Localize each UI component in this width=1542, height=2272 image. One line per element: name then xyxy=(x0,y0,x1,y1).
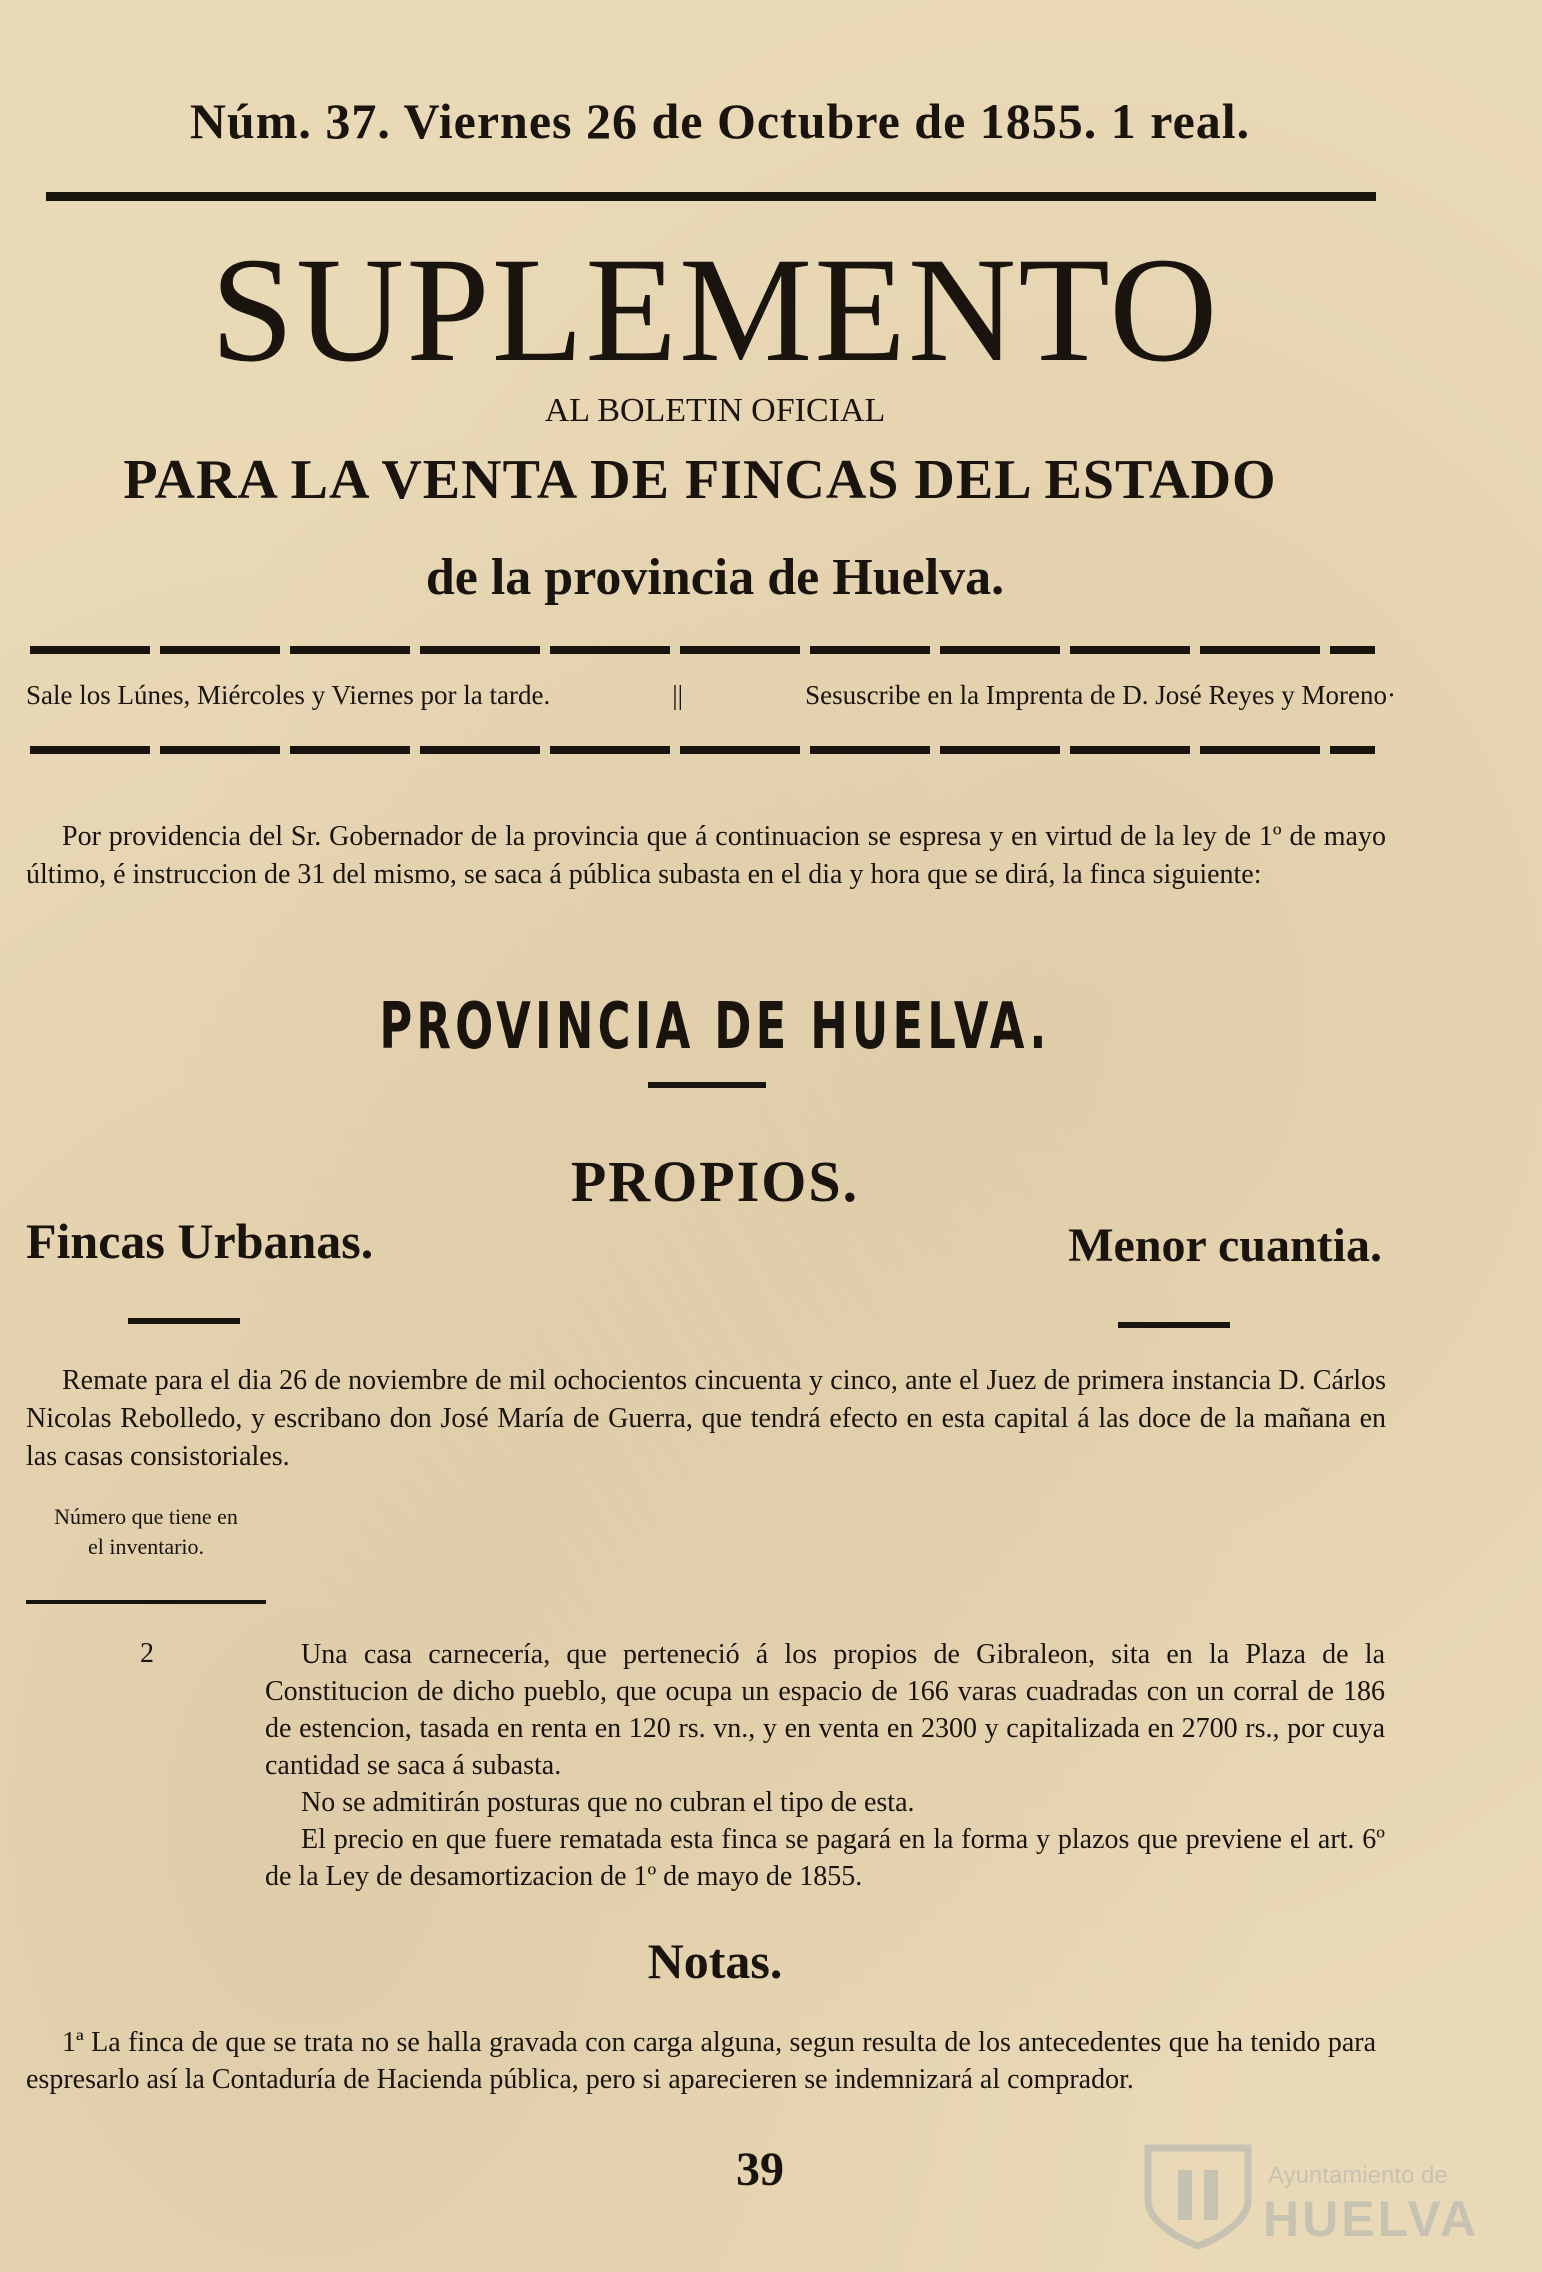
fincas-urbanas-label: Fincas Urbanas. xyxy=(26,1213,374,1269)
inventory-column-header: Número que tiene en el inventario. xyxy=(54,1504,238,1559)
propios-heading: PROPIOS. xyxy=(570,1149,860,1214)
page-number: 39 xyxy=(736,2143,784,2196)
remate-paragraph: Remate para el dia 26 de noviembre de mil ochocientos cincuenta y cinco, ante el Juez de primera instancia D. Cárlos Nicolas Rebolledo, y escribano don José María de Guerra, que tendrá efecto en esta capital á las doce de la mañana en las casas consistoriales. xyxy=(26,1365,1386,1472)
intro-paragraph: Por providencia del Sr. Gobernador de la provincia que á continuacion se espresa y en virtud de la ley de 1º de mayo último, é instruccion de 31 del mismo, se saca á pública subasta en el dia y hora que se dirá, la finca siguiente: xyxy=(26,821,1386,890)
finca-description xyxy=(265,1636,1385,1895)
ayuntamiento-watermark xyxy=(1138,2140,1498,2250)
publication-info xyxy=(26,680,1396,711)
fincas-rule-left xyxy=(128,1318,240,1324)
menor-cuantia-label: Menor cuantia. xyxy=(1068,1219,1382,1272)
divider-dashed-top xyxy=(30,646,1375,654)
masthead-subtitle-bold: PARA LA VENTA DE FINCAS DEL ESTADO xyxy=(123,449,1277,511)
finca-paragraph-3: El precio en que fuere rematada esta finca se pagará en la forma y plazos que previene el art. 6º de la Ley de desamortizacion de 1º de mayo de 1855. xyxy=(265,1824,1385,1892)
column-rule xyxy=(26,1600,266,1604)
watermark-big-text: HUELVA xyxy=(1263,2191,1480,2247)
masthead-subtitle-small: AL BOLETIN OFICIAL xyxy=(544,392,886,429)
finca-paragraph-2: No se admitirán posturas que no cubran el tipo de esta. xyxy=(301,1787,915,1818)
province-rule xyxy=(648,1082,766,1088)
publication-printer: Sesuscribe en la Imprenta de D. José Reyes y Moreno· xyxy=(805,680,1396,710)
nota-1: 1ª La finca de que se trata no se halla gravada con carga alguna, segun resulta de los antecedentes que ha tenido para espresarlo así la Contaduría de Hacienda pública, pero si aparecieren se indemnizará al comprador. xyxy=(26,2027,1376,2095)
masthead-subtitle-province: de la provincia de Huelva. xyxy=(425,549,1005,606)
watermark-small-text: Ayuntamiento de xyxy=(1268,2162,1448,2189)
divider-dashed-bottom xyxy=(30,746,1375,754)
inventory-number: 2 xyxy=(140,1638,154,1669)
info-separator: || xyxy=(672,680,684,710)
notas-heading: Notas. xyxy=(647,1933,783,1989)
issue-header: Núm. 37. Viernes 26 de Octubre de 1855. 1 real. xyxy=(189,93,1251,149)
masthead-title: SUPLEMENTO xyxy=(210,227,1220,393)
publication-days: Sale los Lúnes, Miércoles y Viernes por la tarde. xyxy=(26,680,551,710)
shield-crest-icon xyxy=(1138,2140,1258,2250)
finca-paragraph-1: Una casa carnecería, que perteneció á los propios de Gibraleon, sita en la Plaza de la Constitucion de dicho pueblo, que ocupa un espacio de 166 varas cuadradas con un corral de 186 de estencion, tasada en renta en 120 rs. vn., y en venta en 2300 y capitalizada en 2700 rs., por cuya cantidad se saca á subasta. xyxy=(265,1639,1385,1781)
province-heading: PROVINCIA DE HUELVA. xyxy=(379,990,1051,1064)
header-rule xyxy=(46,192,1376,201)
fincas-rule-right xyxy=(1118,1322,1230,1328)
